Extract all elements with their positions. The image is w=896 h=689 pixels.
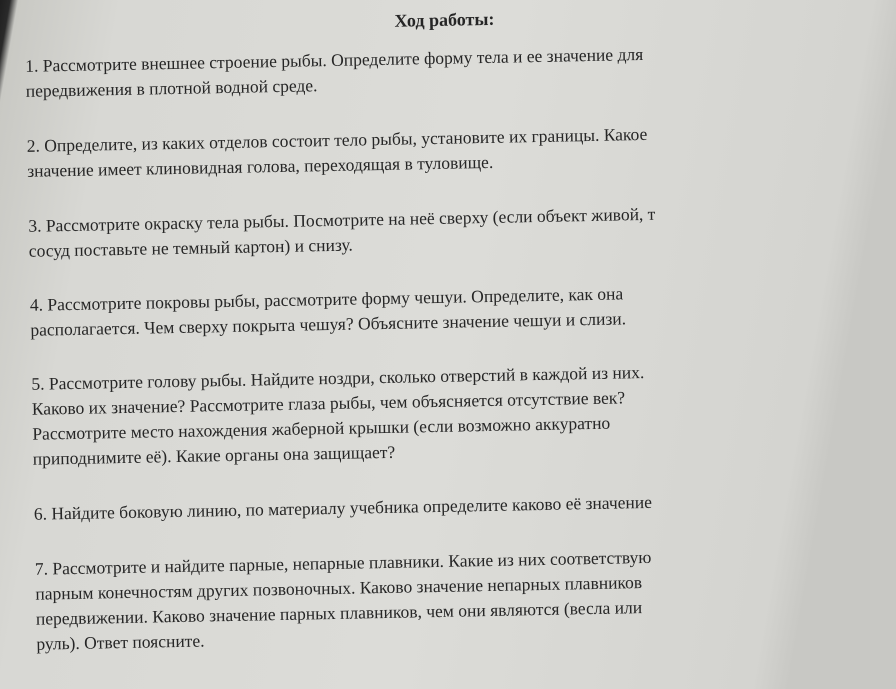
- task-item-3-line-2: сосуд поставьте не темный картон) и снизу.: [28, 234, 353, 261]
- task-item-5-line-4: приподнимите её). Какие органы она защищает?: [32, 441, 396, 469]
- task-item-5-line-2: Каково их значение? Рассмотрите глаза рыбы, чем объясняется отсутствие век?: [31, 387, 626, 419]
- task-item-7-line-3: передвижении. Каково значение парных плавников, чем они являются (весла или: [35, 597, 643, 629]
- page-title: Ход работы:: [394, 8, 495, 31]
- task-item-7-line-4: руль). Ответ поясните.: [36, 630, 205, 654]
- task-item-5-line-3: Рассмотрите место нахождения жаберной крышки (если возможно аккуратно: [32, 412, 611, 444]
- task-item-5-line-1: 5. Рассмотрите голову рыбы. Найдите ноздри, сколько отверстий в каждой из них.: [31, 362, 645, 394]
- task-item-3-line-1: 3. Рассмотрите окраску тела рыбы. Посмотрите на неё сверху (если объект живой, т: [28, 203, 656, 236]
- task-item-2: [27, 117, 888, 184]
- paper-sheet: [16, 0, 896, 689]
- task-item-2-line-2: значение имеет клиновидная голова, переходящая в туловище.: [27, 151, 494, 181]
- task-item-7-line-1: 7. Рассмотрите и найдите парные, непарные плавники. Какие из них соответствую: [34, 546, 652, 579]
- task-item-3: [28, 197, 889, 264]
- task-item-4-line-1: 4. Рассмотрите покровы рыбы, рассмотрите форму чешуи. Определите, как она: [29, 283, 624, 315]
- task-item-1: [25, 37, 886, 104]
- task-item-1-line-1: 1. Рассмотрите внешнее строение рыбы. Определите форму тела и ее значение для: [25, 43, 644, 76]
- task-item-6-line-1: 6. Найдите боковую линию, по материалу учебника определите каково её значение: [33, 491, 653, 524]
- task-item-7-line-2: парным конечностям других позвоночных. Каково значение непарных плавников: [35, 572, 643, 604]
- task-item-1-line-2: передвижения в плотной водной среде.: [25, 75, 318, 101]
- task-item-6: [34, 485, 894, 527]
- task-item-4: [30, 276, 891, 343]
- task-item-2-line-1: 2. Определите, из каких отделов состоит тело рыбы, установите их границы. Какое: [26, 123, 648, 156]
- task-item-4-line-2: располагается. Чем сверху покрыта чешуя? Объясните значение чешуи и слизи.: [30, 308, 627, 340]
- task-item-7: [35, 540, 896, 656]
- task-item-5: [31, 355, 893, 471]
